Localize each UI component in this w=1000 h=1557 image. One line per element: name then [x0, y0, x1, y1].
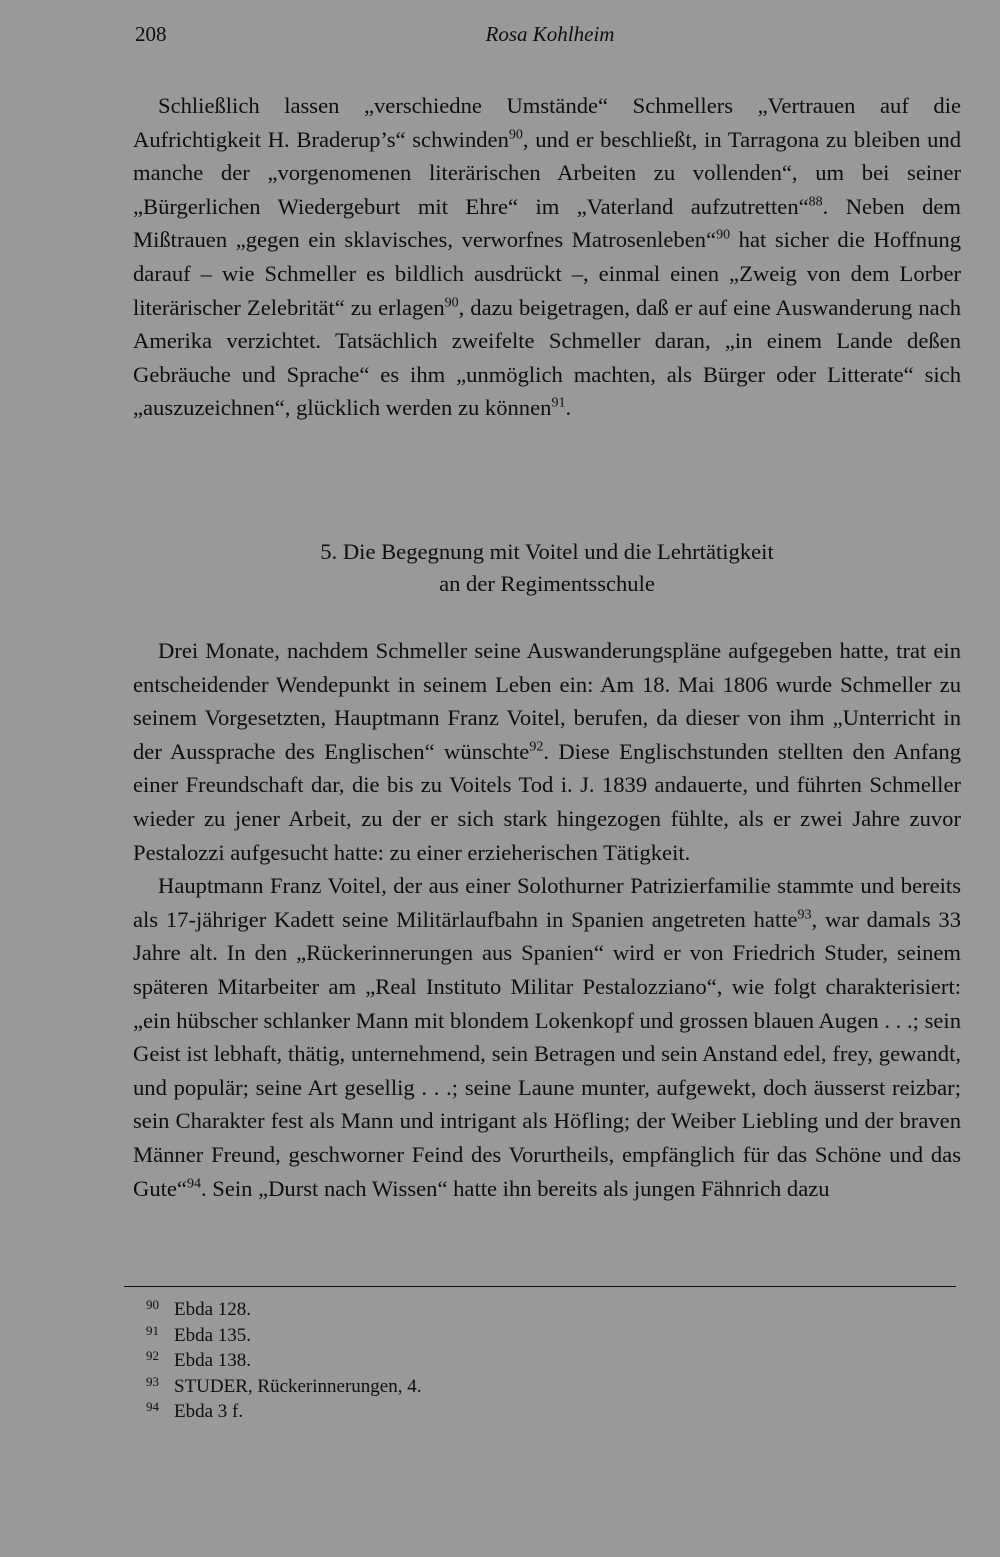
- footnote-number: 92: [146, 1348, 159, 1363]
- section-heading-line: an der Regimentsschule: [439, 571, 655, 596]
- footnote-ref: 90: [508, 127, 523, 143]
- footnote-ref: 91: [551, 395, 566, 411]
- page-header: [135, 22, 960, 52]
- footnote-text: Ebda 135.: [174, 1324, 252, 1346]
- section-heading: [133, 536, 961, 600]
- footnote-number: 93: [146, 1373, 159, 1389]
- paragraph-text: , dazu beigetragen, daß er auf eine Auswanderung nach Amerika verzichtet. Tatsächlich zweifelte Schmeller daran, „in einem Lande deßen Gebräuche und Sprache“ es ihm „unmöglich machten, als Bürger oder Litterate“ sich „auszuzeichnen“, glücklich werden zu können: [133, 294, 962, 421]
- footnote-number: 91: [146, 1322, 159, 1338]
- footnote-text: Ebda 138.: [174, 1350, 252, 1371]
- footnote-ref: 93: [797, 907, 812, 923]
- footnote-ref: 90: [716, 227, 731, 243]
- paragraph: [133, 634, 961, 869]
- footnote-number: 94: [146, 1399, 159, 1414]
- footnote-ref: 90: [444, 295, 459, 311]
- paragraph: [133, 89, 961, 425]
- footnote-ref: 92: [529, 739, 544, 755]
- paragraph-text: , und er beschließt, in Tarragona zu bleiben und manche der „vorgenomenen literärischen Arbeiten zu vollenden“, um bei seiner „Bürgerlichen Wiedergeburt mit Ehre“ im „Vaterland aufzutretten“: [133, 126, 961, 219]
- paragraph: [133, 869, 961, 1205]
- footnote: [146, 1298, 846, 1324]
- paragraph-text: hat sicher die Hoffnung darauf – wie Schmeller es bildlich ausdrückt –, einmal einen „Zweig von dem Lorber literärischer Zelebrität“ zu erlagen: [133, 227, 961, 320]
- footnote: [146, 1324, 846, 1350]
- paragraph-text: Hauptmann Franz Voitel, der aus einer Solothurner Patrizierfamilie stammte und bereits als 17-jähriger Kadett seine Militärlaufbahn in Spanien angetreten hatte: [133, 873, 961, 932]
- footnote-ref: 88: [808, 194, 823, 210]
- paragraph-text: . Sein „Durst nach Wissen“ hatte ihn bereits als jungen Fähnrich dazu: [200, 1175, 830, 1201]
- running-head: Rosa Kohlheim: [485, 22, 615, 46]
- footnote-ref: 94: [186, 1175, 201, 1191]
- page-number: 208: [135, 22, 167, 46]
- footnote-divider: [124, 1286, 956, 1287]
- paragraph-text: .: [565, 395, 572, 421]
- footnote-text: STUDER, Rückerinnerungen, 4.: [174, 1375, 422, 1397]
- paragraph-text: Schließlich lassen „verschiedne Umstände“ Schmellers „Vertrauen auf die Aufrichtigkeit H. Braderup’s“ schwinden: [133, 93, 961, 152]
- body-text-section: [133, 634, 961, 1205]
- footnote: [146, 1375, 846, 1401]
- footnote: [146, 1349, 846, 1375]
- paragraph-text: Drei Monate, nachdem Schmeller seine Auswanderungspläne aufgegeben hatte, trat ein entscheidender Wendepunkt in seinem Leben ein: Am 18. Mai 1806 wurde Schmeller zu seinem Vorgesetzten, Hauptmann Franz Voitel, berufen, da dieser von ihm „Unterricht in der Aussprache des Englischen“ wünschte: [133, 638, 961, 764]
- paragraph-text: . Neben dem Mißtrauen „gegen ein sklavisches, verworfnes Matrosenleben“: [133, 193, 962, 253]
- paragraph-text: . Diese Englischstunden stellten den Anfang einer Freundschaft dar, die bis zu Voitels Tod i. J. 1839 andauerte, und führten Schmeller wieder zu jener Arbeit, zu der er sich stark hingezogen fühlte, als er zwei Jahre zuvor Pestalozzi aufgesucht hatte: zu einer erzieherischen Tätigkeit.: [133, 738, 962, 865]
- footnote-number: 90: [146, 1297, 159, 1312]
- body-text-top: [133, 89, 961, 425]
- footnote: [146, 1400, 846, 1426]
- footnotes: [146, 1298, 846, 1426]
- footnote-text: Ebda 128.: [174, 1299, 252, 1320]
- paragraph-text: , war damals 33 Jahre alt. In den „Rückerinnerungen aus Spanien“ wird er von Friedrich Studer, seinem späteren Mitarbeiter am „Real Instituto Militar Pestalozziano“, wie folgt charakterisiert: „ein hübscher schlanker Mann mit blondem Lokenkopf und grossen blauen Augen . . .; sein Geist ist lebhaft, thätig, unternehmend, sein Betragen und sein Anstand edel, frey, gewandt, und populär; seine Art gesellig . . .; seine Laune munter, aufgewekt, doch äusserst reizbar; sein Charakter fest als Mann und intrigant als Höfling; der Weiber Liebling und der braven Männer Freund, geschworner Feind des Vorurtheils, empfänglich für das Schöne und das Gute“: [133, 906, 962, 1201]
- footnote-text: Ebda 3 f.: [174, 1401, 244, 1422]
- section-heading-line: 5. Die Begegnung mit Voitel und die Lehrtätigkeit: [320, 539, 774, 564]
